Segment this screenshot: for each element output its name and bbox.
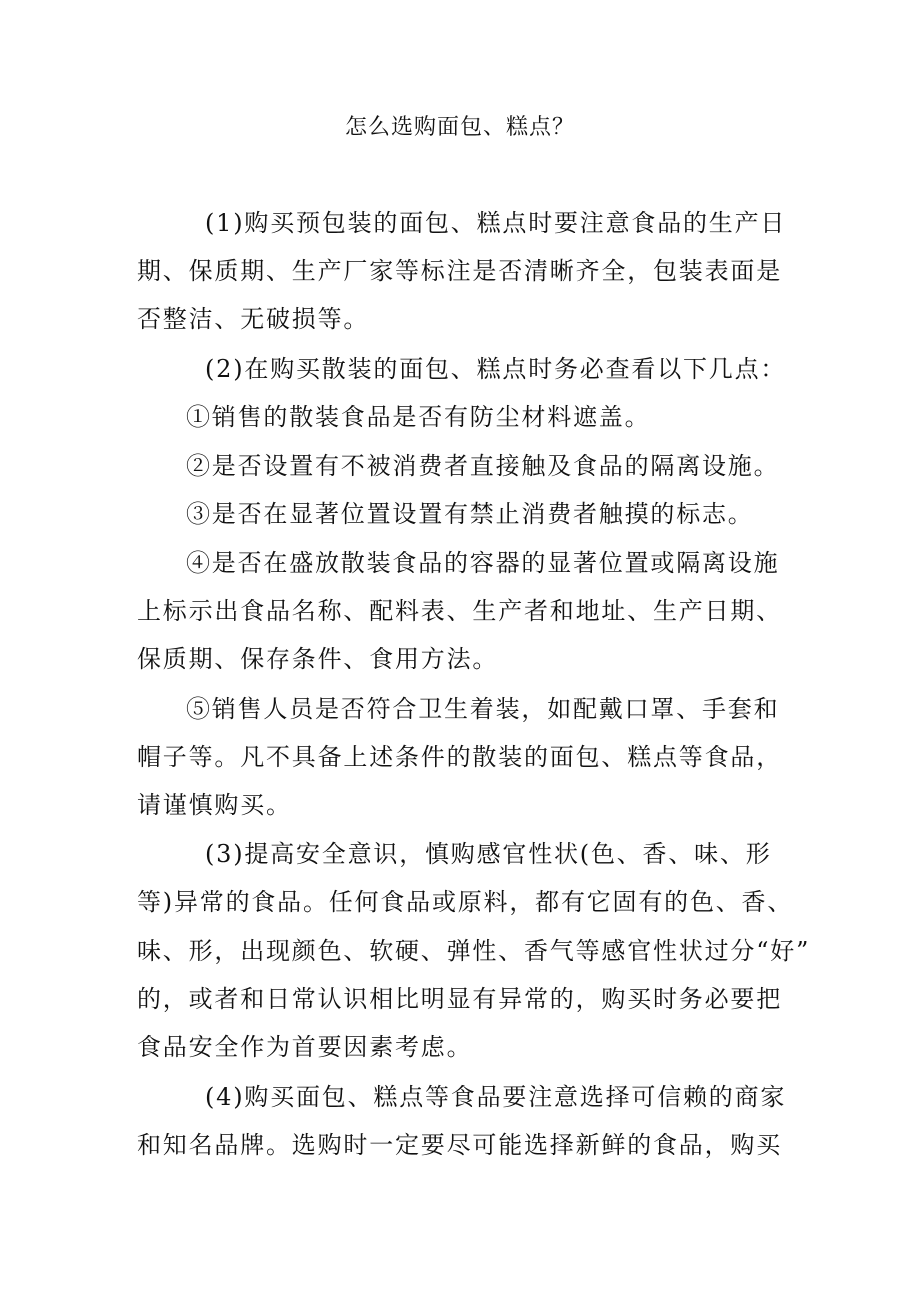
text-line: 味、形，出现颜色、软硬、弹性、香气等感官性状过分“好” bbox=[137, 937, 811, 965]
text-line: ④是否在盛放散装食品的容器的显著位置或隔离设施 bbox=[186, 549, 780, 577]
text-line: (4)购买面包、糕点等食品要注意选择可信赖的商家 bbox=[205, 1083, 787, 1111]
text-line: 和知名品牌。选购时一定要尽可能选择新鲜的食品，购买 bbox=[137, 1131, 782, 1159]
text-line: (2)在购买散装的面包、糕点时务必查看以下几点： bbox=[205, 355, 787, 383]
text-line: 保质期、保存条件、食用方法。 bbox=[137, 645, 499, 673]
text-line: 请谨慎购买。 bbox=[137, 791, 292, 819]
text-line: 期、保质期、生产厂家等标注是否清晰齐全，包装表面是 bbox=[137, 257, 782, 285]
text-line: ③是否在显著位置设置有禁止消费者触摸的标志。 bbox=[186, 500, 754, 528]
text-line: 食品安全作为首要因素考虑。 bbox=[137, 1033, 473, 1061]
text-line: 帽子等。凡不具备上述条件的散装的面包、糕点等食品， bbox=[137, 743, 782, 771]
text-line: ⑤销售人员是否符合卫生着装，如配戴口罩、手套和 bbox=[186, 695, 780, 723]
text-line: (3)提高安全意识，慎购感官性状(色、香、味、形 bbox=[205, 840, 772, 868]
text-line: ②是否设置有不被消费者直接触及食品的隔离设施。 bbox=[186, 452, 780, 480]
text-line: (1)购买预包装的面包、糕点时要注意食品的生产日 bbox=[205, 209, 787, 237]
text-line: 上标示出食品名称、配料表、生产者和地址、生产日期、 bbox=[137, 597, 782, 625]
text-line: ①销售的散装食品是否有防尘材料遮盖。 bbox=[186, 403, 651, 431]
document-title: 怎么选购面包、糕点？ bbox=[344, 115, 575, 140]
text-line: 等)异常的食品。任何食品或原料，都有它固有的色、香、 bbox=[137, 888, 794, 916]
text-line: 否整洁、无破损等。 bbox=[137, 305, 370, 333]
text-line: 的，或者和日常认识相比明显有异常的，购买时务必要把 bbox=[137, 985, 782, 1013]
